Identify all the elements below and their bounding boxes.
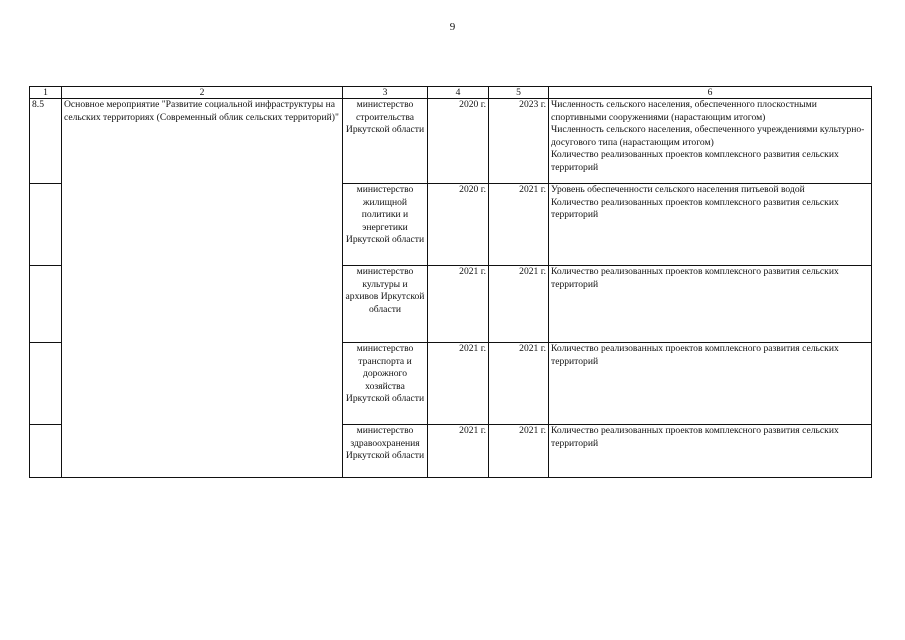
start-year-cell: 2021 г. [428,425,489,478]
indicators-cell [549,99,872,184]
header-row [30,87,872,99]
column-header: 6 [549,87,872,99]
executor-cell: министерство здравоохранения Иркутской области [343,425,428,478]
end-year-cell: 2023 г. [489,99,549,184]
column-header: 5 [489,87,549,99]
start-year-cell: 2021 г. [428,266,489,343]
column-header: 3 [343,87,428,99]
end-year-cell: 2021 г. [489,266,549,343]
executor-cell: министерство строительства Иркутской области [343,99,428,184]
indicator-text: Численность сельского населения, обеспеченного учреждениями культурно-досугового типа (нарастающим итогом) [551,124,865,148]
measures-table [29,86,872,478]
number-cell-empty [30,425,62,478]
page-number: 9 [449,21,456,33]
indicators-cell [549,266,872,343]
indicator-text: Уровень обеспеченности сельского населения питьевой водой [551,184,805,195]
indicator-text: Количество реализованных проектов комплексного развития сельских территорий [551,425,839,449]
end-year-cell: 2021 г. [489,184,549,266]
number-cell-empty [30,184,62,266]
indicator-text: Численность сельского населения, обеспеченного плоскостными спортивными сооружениями (нарастающим итогом) [551,99,817,123]
indicator-text: Количество реализованных проектов комплексного развития сельских территорий [551,196,839,221]
measure-number: 8.5 [30,99,62,184]
executor-cell: министерство жилищной политики и энергетики Иркутской области [343,184,428,266]
end-year-cell: 2021 г. [489,425,549,478]
start-year-cell: 2021 г. [428,343,489,425]
indicators-cell [549,425,872,478]
start-year-cell: 2020 г. [428,184,489,266]
number-cell-empty [30,343,62,425]
start-year-cell: 2020 г. [428,99,489,184]
indicator-text: Количество реализованных проектов комплексного развития сельских территорий [551,266,839,290]
indicator-text: Количество реализованных проектов комплексного развития сельских территорий [551,149,839,173]
table-row [30,99,872,184]
column-header: 4 [428,87,489,99]
indicators-cell [549,343,872,425]
number-cell-empty [30,266,62,343]
column-header: 2 [62,87,343,99]
indicator-text: Количество реализованных проектов комплексного развития сельских территорий [551,343,839,367]
indicators-cell [549,184,872,266]
measure-name: Основное мероприятие "Развитие социальной инфраструктуры на сельских территориях (Современный облик сельских территорий)" [62,99,343,478]
executor-cell: министерство культуры и архивов Иркутской области [343,266,428,343]
executor-cell: министерство транспорта и дорожного хозяйства Иркутской области [343,343,428,425]
end-year-cell: 2021 г. [489,343,549,425]
column-header: 1 [30,87,62,99]
